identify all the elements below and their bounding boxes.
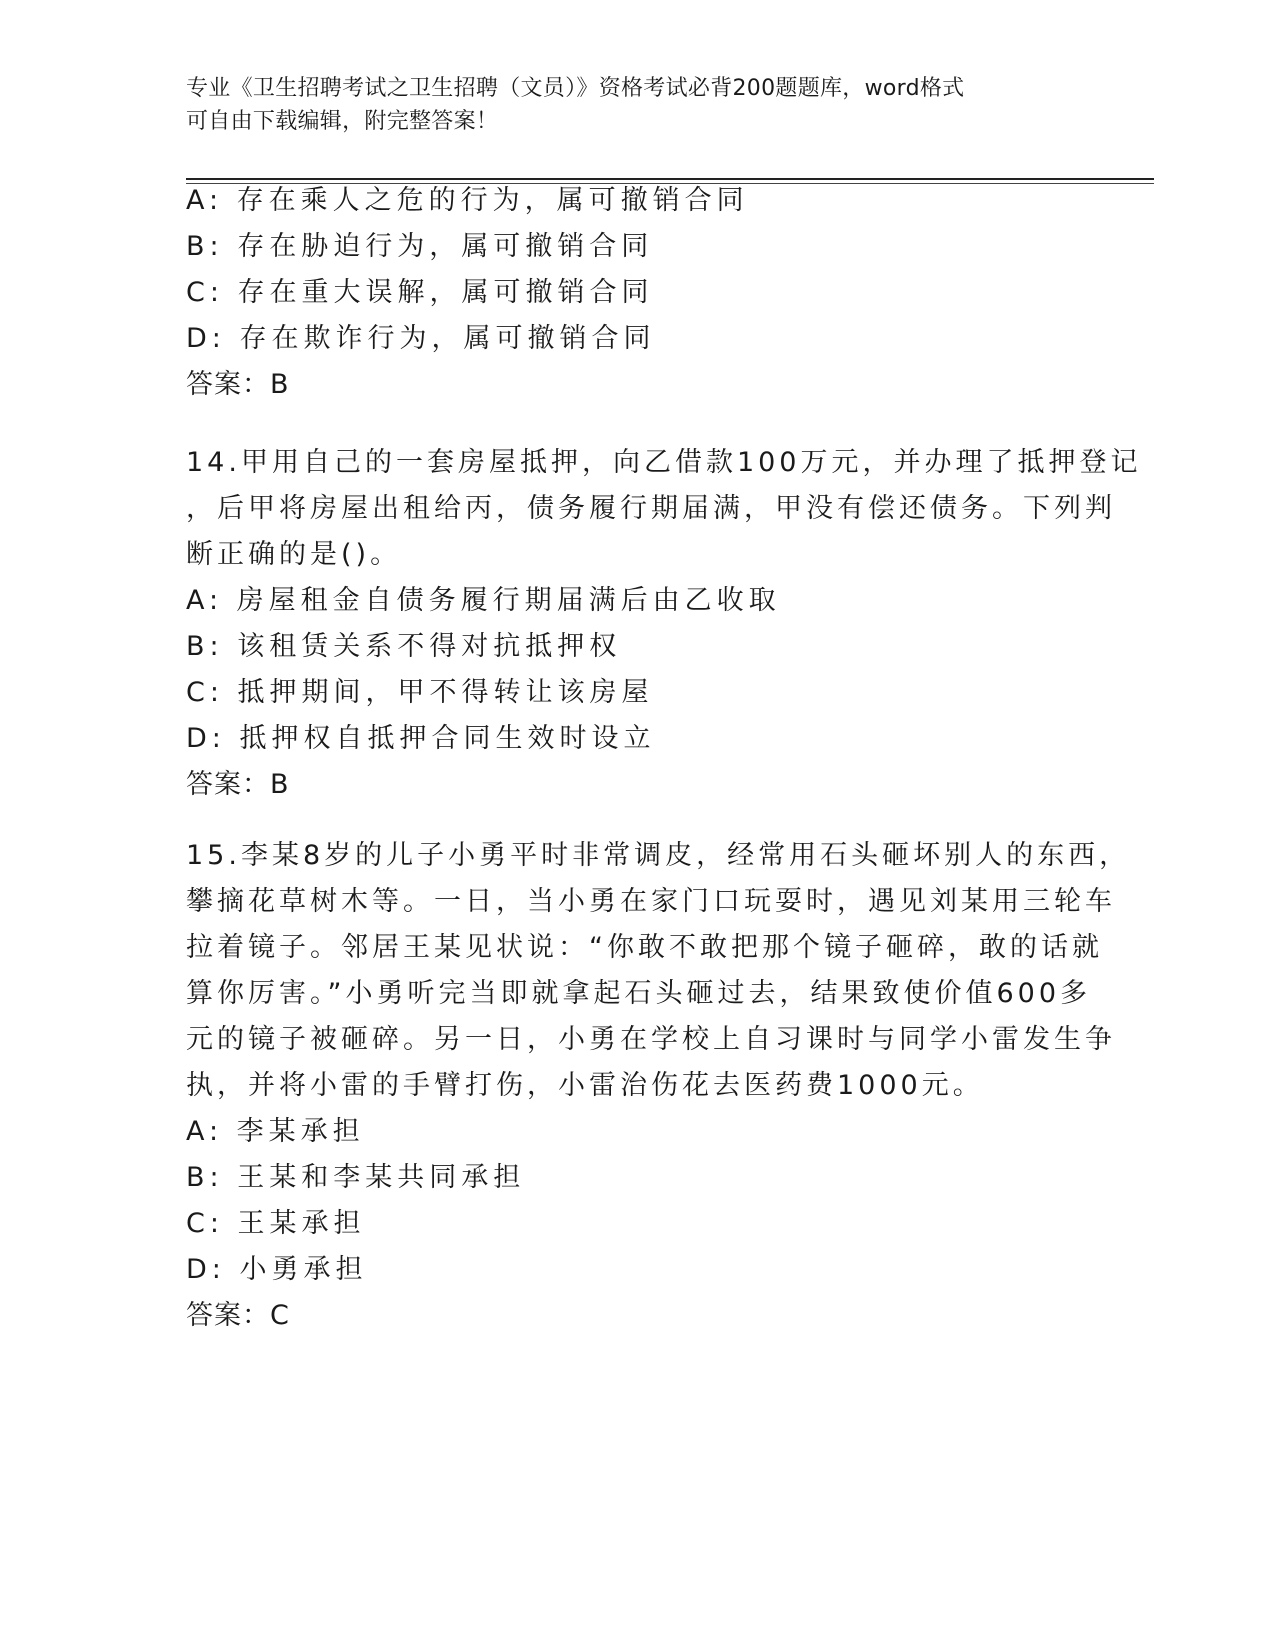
- stem-line: 执，并将小雷的手臂打伤，小雷治伤花去医药费1000元。: [186, 1070, 984, 1101]
- option-a: A: 房屋租金自债务履行期届满后由乙收取: [186, 585, 781, 616]
- stem-line: 15.李某8岁的儿子小勇平时非常调皮，经常用石头砸坏别人的东西，: [186, 840, 1131, 871]
- option-b: B: 该租赁关系不得对抗抵押权: [186, 631, 622, 662]
- answer-line: 答案：B: [186, 769, 290, 800]
- option-d: D: 小勇承担: [186, 1254, 368, 1285]
- question-stem: [186, 440, 1142, 578]
- option-a: A: 存在乘人之危的行为，属可撤销合同: [186, 185, 749, 216]
- stem-line: 14.甲用自己的一套房屋抵押，向乙借款100万元，并办理了抵押登记: [186, 447, 1142, 478]
- option-c: C: 抵押期间，甲不得转让该房屋: [186, 677, 654, 708]
- stem-line: 算你厉害。”小勇听完当即就拿起石头砸过去，结果致使价值600多: [186, 978, 1092, 1009]
- stem-line: 攀摘花草树木等。一日，当小勇在家门口玩耍时，遇见刘某用三轮车: [186, 886, 1116, 917]
- option-d: D: 存在欺诈行为，属可撤销合同: [186, 323, 656, 354]
- option-b: B: 存在胁迫行为，属可撤销合同: [186, 231, 654, 262]
- question-14: [186, 440, 1142, 808]
- answer-line: 答案：C: [186, 1300, 290, 1331]
- option-d: D: 抵押权自抵押合同生效时设立: [186, 723, 656, 754]
- question-stem: [186, 833, 1131, 1109]
- answer-line: 答案：B: [186, 369, 290, 400]
- option-b: B: 王某和李某共同承担: [186, 1162, 526, 1193]
- question-13: [186, 178, 1086, 408]
- stem-line: ，后甲将房屋出租给丙，债务履行期届满，甲没有偿还债务。下列判: [186, 493, 1116, 524]
- stem-line: 断正确的是()。: [186, 539, 402, 570]
- option-c: C: 王某承担: [186, 1208, 366, 1239]
- header-title-line-1: 专业《卫生招聘考试之卫生招聘（文员）》资格考试必背200题题库，word格式: [186, 76, 965, 101]
- question-15: [186, 833, 1131, 1339]
- option-a: A: 李某承担: [186, 1116, 365, 1147]
- option-c: C: 存在重大误解，属可撤销合同: [186, 277, 654, 308]
- stem-line: 拉着镜子。邻居王某见状说：“你敢不敢把那个镜子砸碎，敢的话就: [186, 932, 1103, 963]
- stem-line: 元的镜子被砸碎。另一日，小勇在学校上自习课时与同学小雷发生争: [186, 1024, 1116, 1055]
- document-header: [186, 72, 1066, 138]
- header-title-line-2: 可自由下载编辑，附完整答案！: [186, 109, 499, 134]
